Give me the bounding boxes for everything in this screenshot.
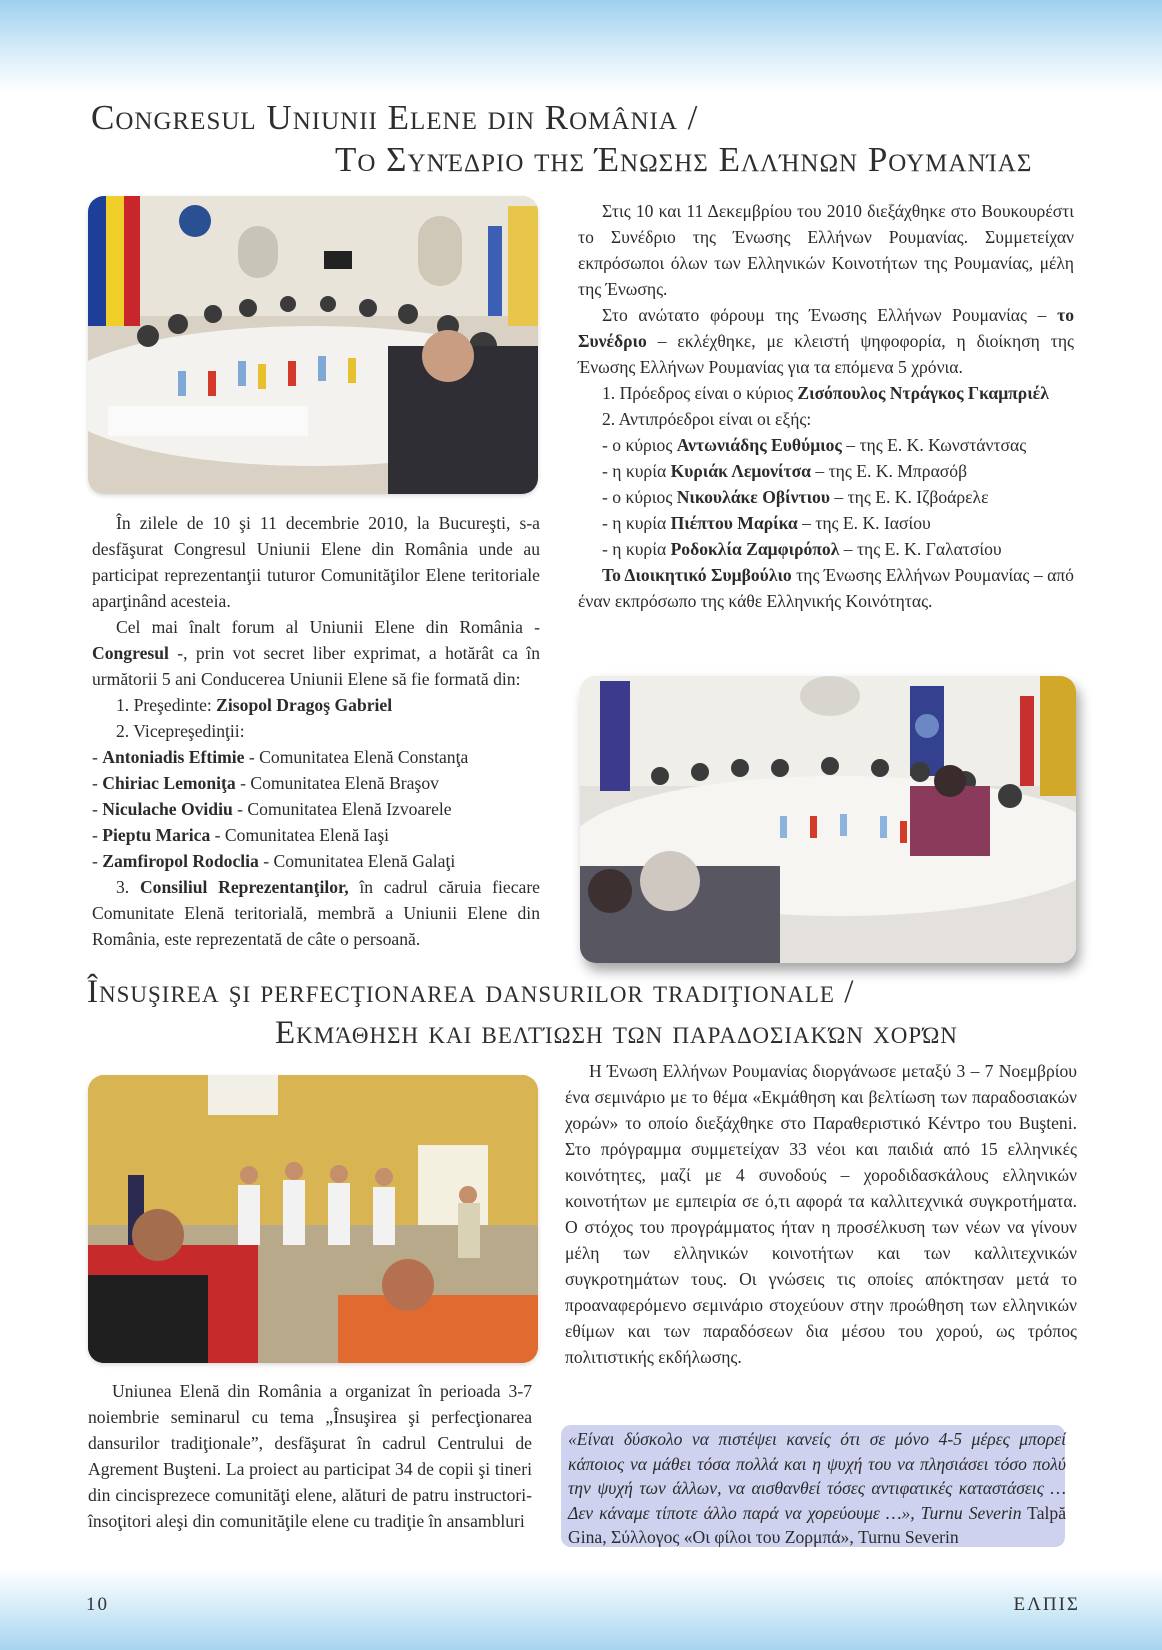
congress-greek-text xyxy=(578,198,1074,614)
vp-item: - Niculache Ovidiu - Comunitatea Elenă Izvoarele xyxy=(92,799,452,819)
dance-ro-paragraph: Uniunea Elenă din România a organizat în perioada 3-7 noiembrie seminarul cu tema „Însuşirea şi perfecţionarea dansurilor tradiţionale”, desfăşurat în cadrul Centrului de Agrement Buşteni. La proiect au participat 34 de copii şi tineri din cincisprezece comunităţi elene, alături de patru instructori-însoţitori aleşi din comunităţile elene cu tradiţie în ansambluri xyxy=(88,1381,532,1531)
council-number: 3. xyxy=(116,877,140,897)
forum-text-bold: το Συνέδριο xyxy=(578,305,1074,351)
section2-title-romanian: Însuşirea şi perfecţionarea dansurilor tradiţionale / xyxy=(87,974,855,1010)
vp-item xyxy=(578,536,1074,562)
vp-community: – της Ε. Κ. Μπρασόβ xyxy=(810,461,968,481)
section1-title-greek: Το Συνέδριο της Ένωσης Ελλήνων Ρουμανίας xyxy=(335,140,1033,179)
forum-text-c: -, prin vot secret liber exprimat, a hotărât ca în următorii 5 ani Conducerea Uniunii Elene să fie formată din: xyxy=(92,643,540,689)
dance-gr-paragraph: Η Ένωση Ελλήνων Ρουμανίας διοργάνωσε μεταξύ 3 – 7 Νοεμβρίου ένα σεμινάριο με το θέμα «Εκμάθηση και βελτίωση των παραδοσιακών χορών» το οποίο διεξάχθηκε στο Παραθεριστικό Κέντρο του Buşteni. Στο πρόγραμμα συμμετείχαν 33 νέοι και παιδιά από 15 ελληνικές κοινότητες, μαζί με 4 συνοδούς – χοροδιδασκάλους ελληνικών κοινοτήτων με εμπειρία σε ό,τι αφορά τα καλλιτεχνικά συγκροτήματα. Ο στόχος του προγράμματος ήταν η προσέλκυση των νέων να γίνουν μέλη των ελληνικών κοινοτήτων και των καλλιτεχνικών συγκροτημάτων τους. Οι γνώσεις τις οποίες απόκτησαν μετά το προαναφερόμενο σεμινάριο στοχεύουν στην προώθηση των ελληνικών εθίμων και των παραδόσεων δια μέσου του χορού, ως τρόπος πολιτιστικής εκδήλωσης. xyxy=(565,1061,1077,1367)
president-label: 1. Πρόεδρος είναι ο κύριος xyxy=(602,383,798,403)
vp-name: Κυριάκ Λεμονίτσα xyxy=(670,461,811,481)
dance-seminar-photo xyxy=(88,1075,538,1363)
dance-greek-text xyxy=(565,1058,1077,1370)
vp-community: - Comunitatea Elenă Galaţi xyxy=(258,851,456,871)
vp-prefix: - ο κύριος xyxy=(602,435,677,455)
vp-name: Pieptu Marica xyxy=(102,825,211,845)
page-number: 10 xyxy=(86,1594,109,1615)
dance-romanian-text xyxy=(88,1378,532,1534)
vp-community: - Comunitatea Elenă Iaşi xyxy=(210,825,390,845)
congress-ro-vp-label: 2. Vicepreşedinţii: xyxy=(116,721,245,741)
forum-text-c: – εκλέχθηκε, με κλειστή ψηφοφορία, η διοίκηση της Ένωσης Ελλήνων Ρουμανίας για τα επόμενα 5 χρόνια. xyxy=(578,331,1074,377)
section1-title-romanian: Congresul Uniunii Elene din România / xyxy=(91,98,699,137)
vp-community: - Comunitatea Elenă Izvoarele xyxy=(232,799,452,819)
president-label: 1. Preşedinte: xyxy=(116,695,217,715)
vp-name: Πιέπτου Μαρίκα xyxy=(670,513,798,533)
vp-community: – της Ε. Κ. Κωνστάντσας xyxy=(841,435,1027,455)
congress-ro-president xyxy=(92,692,540,718)
vp-community: - Comunitatea Elenă Constanţa xyxy=(244,747,469,767)
vp-community: – της Ε. Κ. Ιασίου xyxy=(797,513,931,533)
vp-prefix: - ο κύριος xyxy=(602,487,677,507)
forum-text-a: Στο ανώτατο φόρουμ της Ένωσης Ελλήνων Ρουμανίας – xyxy=(602,305,1058,325)
council-bold: Consiliul Reprezentanţilor, xyxy=(139,877,349,897)
board-bold: Το Διοικητικό Συμβούλιο xyxy=(602,565,792,585)
congress-gr-board xyxy=(578,562,1074,614)
congress-gr-president xyxy=(578,380,1074,406)
vp-prefix: - η κυρία xyxy=(602,461,671,481)
quote-italic: «Είναι δύσκολο να πιστέψει κανείς ότι σε μόνο 4-5 μέρες μπορεί κάποιος να μάθει τόσα πολλά και η ψυχή του να πλησιάσει τόσο πολύ την ψυχή των άλλων, να αισθανθεί τόσες αντιφατικές καταστάσεις … Δεν κάναμε τίποτε άλλο παρά να χορεύουμε …», Turnu Severin xyxy=(568,1429,1066,1523)
bottom-gradient-band xyxy=(0,1568,1162,1650)
vp-item xyxy=(578,484,1074,510)
congress-romanian-text xyxy=(92,510,540,952)
president-name: Zisopol Dragoş Gabriel xyxy=(216,695,393,715)
congress-gr-intro: Στις 10 και 11 Δεκεμβρίου του 2010 διεξάχθηκε στο Βουκουρέστι το Συνέδριο της Ένωσης Ελλήνων Ρουμανίας. Συμμετείχαν εκπρόσωποι όλων των Ελληνικών Κοινοτήτων της Ρουμανίας, μέλη της Ένωσης. xyxy=(578,201,1074,299)
president-name: Ζισόπουλος Ντράγκος Γκαμπριέλ xyxy=(797,383,1049,403)
vp-item: - Chiriac Lemoniţa - Comunitatea Elenă Braşov xyxy=(92,773,439,793)
congress-photo-1 xyxy=(88,196,538,494)
forum-text-bold: Congresul xyxy=(92,643,169,663)
vp-name: Νικουλάκε Οβίντιου xyxy=(676,487,830,507)
testimonial-quote-text xyxy=(568,1427,1066,1550)
board-text: της Ένωσης Ελλήνων Ρουμανίας – από έναν εκπρόσωπο της κάθε Ελληνικής Κοινότητας. xyxy=(578,565,1074,611)
vp-prefix: - η κυρία xyxy=(602,513,671,533)
vp-name: Niculache Ovidiu xyxy=(102,799,233,819)
vp-community: – της Ε. Κ. Γαλατσίου xyxy=(839,539,1002,559)
magazine-name: ΕΛΠΙΣ xyxy=(1013,1594,1080,1615)
vp-community: - Comunitatea Elenă Braşov xyxy=(235,773,439,793)
vp-name: Antoniadis Eftimie xyxy=(102,747,245,767)
congress-gr-forum xyxy=(578,302,1074,380)
vp-item: - Pieptu Marica - Comunitatea Elenă Iaşi xyxy=(92,825,390,845)
vp-item xyxy=(578,510,1074,536)
congress-ro-intro: În zilele de 10 şi 11 decembrie 2010, la Bucureşti, s-a desfăşurat Congresul Uniunii Elene din România unde au participat reprezentanţii tuturor Comunităţilor Elene teritoriale aparţinând acesteia. xyxy=(92,513,540,611)
vp-name: Ροδοκλία Ζαμφιρόπολ xyxy=(670,539,840,559)
congress-ro-council xyxy=(92,874,540,952)
quote-author: Talpă Gina, Σύλλογος «Οι φίλοι του Ζορμπά», Turnu Severin xyxy=(568,1502,1066,1548)
vp-item: - Zamfiropol Rodoclia - Comunitatea Elenă Galaţi xyxy=(92,851,456,871)
congress-photo-2 xyxy=(580,676,1076,963)
council-text: în cadrul căruia fiecare Comunitate Elenă teritorială, membră a Uniunii Elene din România, este reprezentată de câte o persoană. xyxy=(92,877,540,949)
congress-gr-vp-label: 2. Αντιπρόεδροι είναι οι εξής: xyxy=(602,409,812,429)
vp-item xyxy=(578,458,1074,484)
vp-item xyxy=(578,432,1074,458)
top-gradient-band xyxy=(0,0,1162,92)
vp-name: Chiriac Lemoniţa xyxy=(102,773,236,793)
congress-ro-forum xyxy=(92,614,540,692)
vp-prefix: - η κυρία xyxy=(602,539,671,559)
vp-community: – της Ε. Κ. Ιζβοάρελε xyxy=(829,487,989,507)
vp-item: - Antoniadis Eftimie - Comunitatea Elenă Constanţa xyxy=(92,747,469,767)
vp-name: Zamfiropol Rodoclia xyxy=(102,851,259,871)
section2-title-greek: Εκμάθηση και βελτίωση των παραδοσιακών χορών xyxy=(275,1015,958,1051)
forum-text-a: Cel mai înalt forum al Uniunii Elene din România - xyxy=(116,617,540,637)
vp-name: Αντωνιάδης Ευθύμιος xyxy=(676,435,842,455)
